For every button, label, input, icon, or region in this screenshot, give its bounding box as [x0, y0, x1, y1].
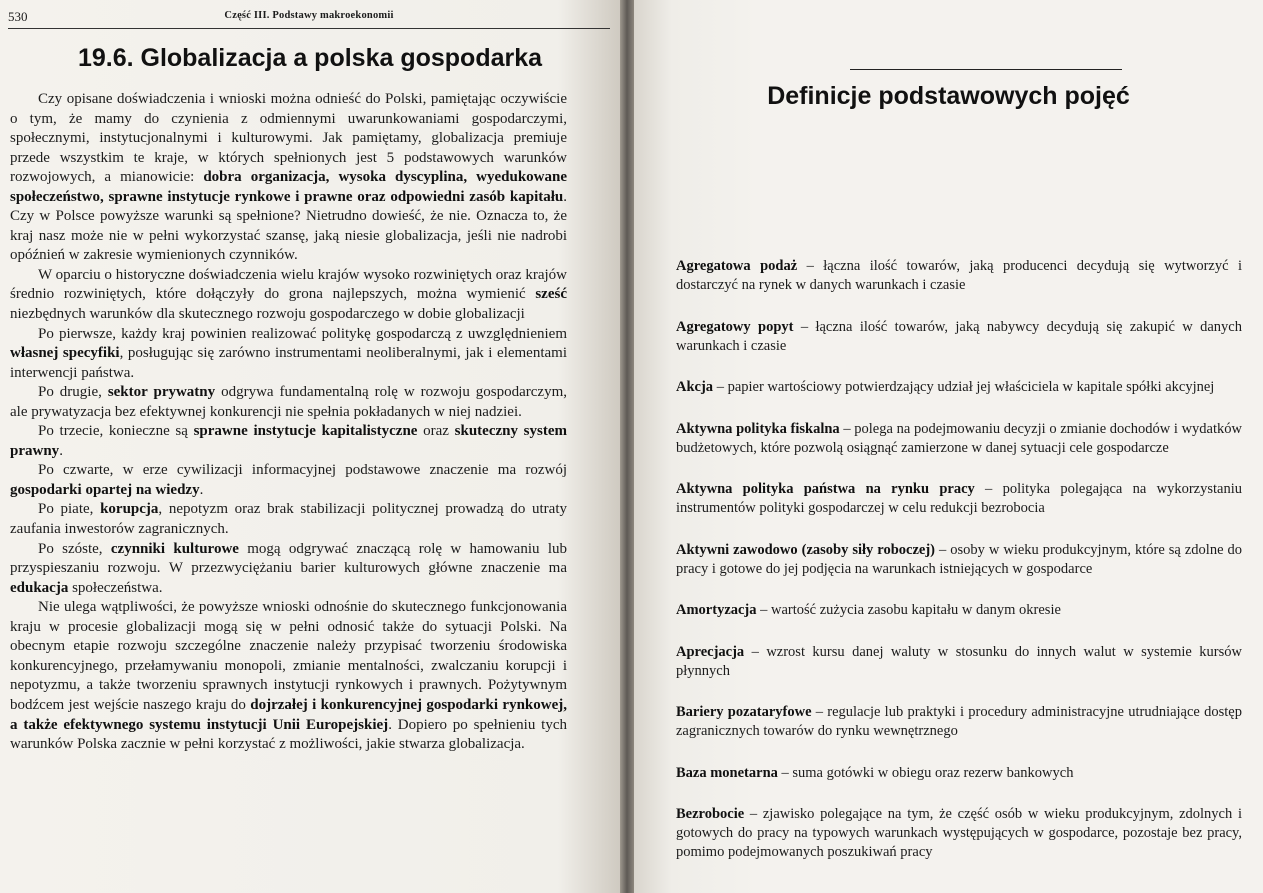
- running-head: [8, 6, 610, 29]
- text-run: Po czwarte, w erze cywilizacji informacyjnej podstawowe znaczenie ma rozwój: [38, 462, 567, 479]
- text-run: Po trzecie, konieczne są: [38, 423, 194, 440]
- page-number: 530: [8, 9, 28, 24]
- section-title: 19.6. Globalizacja a polska gospodarka: [77, 44, 543, 72]
- text-run: Po pierwsze, każdy kraj powinien realizować politykę gospodarczą z uwzględnieniem: [38, 325, 567, 342]
- bold-phrase: czynniki kulturowe: [110, 540, 239, 557]
- definition-item: [676, 601, 1242, 620]
- definition-text: – łączna ilość towarów, jaką nabywcy decydują się zakupić w danych warunkach i czasie: [676, 318, 1242, 354]
- definition-term: Bariery pozataryfowe: [676, 704, 812, 720]
- body-text: [10, 90, 567, 755]
- body-paragraph: [10, 461, 567, 500]
- body-paragraph: [10, 325, 567, 384]
- definition-item: [676, 318, 1242, 356]
- definition-item: [676, 480, 1242, 518]
- text-run: Po szóste,: [38, 540, 111, 557]
- definition-term: Agregatowy popyt: [676, 318, 794, 335]
- definition-term: Aprecjacja: [676, 643, 745, 660]
- bold-phrase: gospodarki opartej na wiedzy: [10, 481, 200, 498]
- definition-term: Bezrobocie: [676, 806, 745, 822]
- definition-text: – osoby w wieku produkcyjnym, które są zdolne do pracy i gotowe do jej podjęcia na warunkach istniejących w gospodarce: [676, 541, 1242, 577]
- definition-text: – wzrost kursu danej waluty w stosunku do innych walut w systemie kursów płynnych: [676, 643, 1242, 679]
- text-run: .: [59, 442, 63, 459]
- body-paragraph: [10, 598, 567, 754]
- bold-phrase: sprawne instytucje kapitalistyczne: [193, 423, 418, 440]
- definition-item: [676, 643, 1242, 681]
- definition-item: [676, 541, 1242, 579]
- definition-text: – łączna ilość towarów, jaką producenci decydują się wytworzyć i dostarczyć na rynek w danych warunkach i czasie: [676, 258, 1242, 293]
- title-rule: [850, 69, 1122, 70]
- definition-term: Aktywna polityka państwa na rynku pracy: [676, 481, 975, 497]
- body-paragraph: [10, 90, 567, 266]
- definition-item: [676, 764, 1242, 783]
- definition-item: [676, 703, 1242, 741]
- text-run: odgrywa fundamentalną rolę w rozwoju gospodarczym, ale prywatyzacja bez efektywnej konkurencji nie spełnia pokładanych w niej nadziei.: [10, 384, 567, 420]
- body-paragraph: [10, 383, 567, 422]
- running-head-title: Część III. Podstawy makroekonomii: [224, 10, 394, 21]
- definition-term: Baza monetarna: [676, 764, 778, 781]
- definition-term: Aktywna polityka fiskalna: [676, 420, 840, 437]
- bold-phrase: korupcja: [100, 501, 159, 518]
- definition-item: [676, 805, 1242, 862]
- text-run: , nepotyzm oraz brak stabilizacji politycznej prowadzą do utraty zaufania inwestorów zagranicznych.: [10, 501, 567, 538]
- body-paragraph: [10, 422, 567, 461]
- definition-text: – suma gotówki w obiegu oraz rezerw bankowych: [777, 764, 1074, 781]
- bold-phrase: edukacja: [10, 579, 69, 596]
- text-run: Po drugie,: [38, 384, 108, 401]
- body-paragraph: [10, 500, 567, 539]
- text-run: oraz: [417, 423, 455, 440]
- definition-text: – polityka polegająca na wykorzystaniu instrumentów polityki gospodarczej w celu redukcji bezrobocia: [676, 481, 1242, 516]
- text-run: W oparciu o historyczne doświadczenia wielu krajów wysoko rozwiniętych oraz krajów średnio rozwiniętych, które dołączyły do grona najlepszych, można wymienić: [10, 266, 567, 303]
- body-paragraph: [10, 266, 567, 325]
- text-run: Po piate,: [38, 501, 101, 518]
- bold-phrase: dojrzałej i konkurencyjnej gospodarki rynkowej, a także efektywnego systemu instytucji Unii Europejskiej: [10, 696, 567, 733]
- book-gutter: [620, 0, 634, 893]
- text-run: . Dopiero po spełnieniu tych warunków Polska zacznie w pełni korzystać z możliwości, jakie stwarza globalizacja.: [10, 716, 567, 753]
- definition-term: Amortyzacja: [676, 602, 757, 618]
- definition-term: Akcja: [676, 379, 714, 395]
- right-page: [634, 0, 1263, 893]
- definitions-title: Definicje podstawowych pojęć: [767, 82, 1130, 110]
- text-run: Czy opisane doświadczenia i wnioski można odnieść do Polski, pamiętając oczywiście o tym, że mamy do czynienia z odmiennymi uwarunkowaniami gospodarczymi, społecznymi, instytucjonalnymi i kulturowymi. Jak pamiętamy, globalizacja premiuje przede wszystkim te kraje, w których spełnionych jest 5 podstawowych warunków rozwojowych, a mianowicie:: [10, 91, 567, 186]
- body-paragraph: [10, 540, 567, 599]
- definition-text: – wartość zużycia zasobu kapitału w danym okresie: [756, 602, 1061, 618]
- text-run: społeczeństwa.: [68, 579, 163, 596]
- definitions-list: [676, 257, 1242, 885]
- definition-text: – regulacje lub praktyki i procedury administracyjne utrudniające dostęp zagranicznych towarów do rynku wewnętrznego: [676, 704, 1242, 739]
- bold-phrase: sześć: [535, 286, 567, 303]
- text-run: Nie ulega wątpliwości, że powyższe wnioski odnośnie do skutecznego funkcjonowania kraju w procesie globalizacji mogą się w pełni odnosić także do sytuacji Polski. Na obecnym etapie rozwoju szczególne znaczenie należy przypisać tworzeniu środowiska konkurencyjnego, przełamywaniu monopoli, zmianie mentalności, zwalczaniu korupcji i nepotyzmu, a także tworzeniu sprawnych instytucji rynkowych i prawnych. Pożytywnym bodźcem jest wejście naszego kraju do: [10, 599, 567, 713]
- definition-item: [676, 420, 1242, 458]
- definition-term: Aktywni zawodowo (zasoby siły roboczej): [676, 541, 935, 558]
- definition-item: [676, 378, 1242, 397]
- bold-phrase: sektor prywatny: [107, 384, 216, 401]
- text-run: . Czy w Polsce powyższe warunki są spełnione? Nietrudno dowieść, że nie. Oznacza to, że kraj nasz może nie w pełni wykorzystać szansę, jaką niesie globalizacja, jeśli nie nadrobi opóźnień w zakresie wymienionych czynników.: [10, 188, 567, 264]
- text-run: niezbędnych warunków dla skutecznego rozwoju gospodarczego w dobie globalizacji: [10, 306, 525, 323]
- definition-text: – papier wartościowy potwierdzający udział jej właściciela w kapitale spółki akcyjnej: [713, 379, 1215, 395]
- definition-text: – polega na podejmowaniu decyzji o zmianie dochodów i wydatków budżetowych, które pozwolą osiągnąć zamierzone w danej sytuacji cele gospodarcze: [676, 420, 1242, 456]
- text-run: , posługując się zarówno instrumentami neoliberalnymi, jak i elementami interwencji państwa.: [10, 345, 568, 381]
- bold-phrase: własnej specyfiki: [10, 345, 120, 362]
- bold-phrase: skuteczny system prawny: [10, 423, 567, 459]
- definition-term: Agregatowa podaż: [676, 258, 798, 274]
- definition-item: [676, 257, 1242, 295]
- text-run: mogą odgrywać znaczącą rolę w hamowaniu lub przyspieszaniu rozwoju. W przezwyciężaniu barier kulturowych główne znaczenie ma: [10, 540, 567, 577]
- definition-text: – zjawisko polegające na tym, że część osób w wieku produkcyjnym, zdolnych i gotowych do pracy na typowych warunkach występujących w gospodarce, pozostaje bez pracy, pomimo podejmowanych poszukiwań pracy: [676, 806, 1242, 860]
- text-run: .: [199, 481, 204, 498]
- left-page: [0, 0, 620, 893]
- bold-phrase: dobra organizacja, wysoka dyscyplina, wyedukowane społeczeństwo, sprawne instytucje rynkowe i prawne oraz odpowiedni zasób kapitału: [10, 169, 567, 205]
